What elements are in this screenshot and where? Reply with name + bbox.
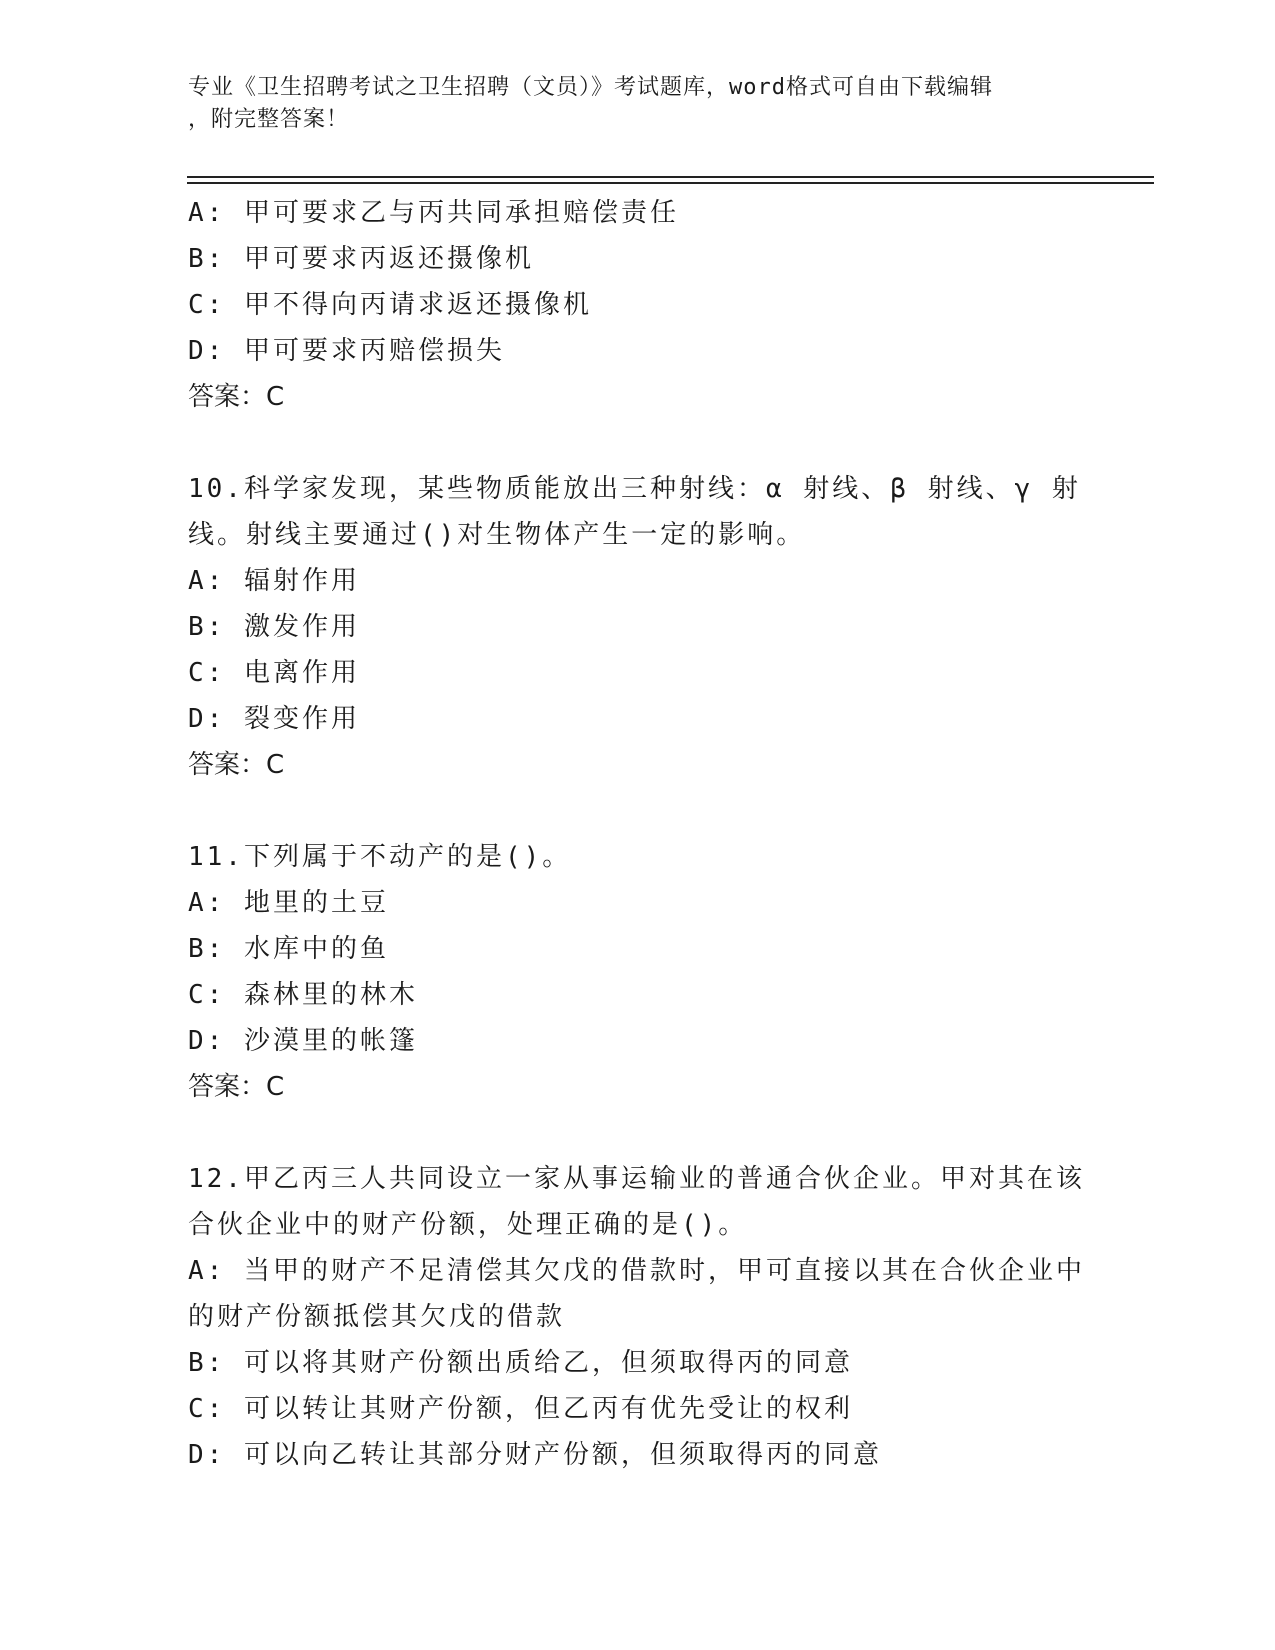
option-a: A: 辐射作用	[188, 566, 360, 596]
option-b: B: 激发作用	[188, 612, 360, 642]
question-text-line: 12.甲乙丙三人共同设立一家从事运输业的普通合伙企业。甲对其在该	[188, 1164, 1085, 1194]
option-b: B: 水库中的鱼	[188, 934, 389, 964]
document-header	[188, 72, 1068, 136]
option-d: D: 甲可要求丙赔偿损失	[188, 336, 505, 366]
answer: 答案：C	[188, 382, 285, 412]
spacer	[188, 1110, 1088, 1156]
option-c: C: 电离作用	[188, 658, 360, 688]
option-a: A: 当甲的财产不足清偿其欠戊的借款时，甲可直接以其在合伙企业中	[188, 1256, 1085, 1286]
header-line-1: 专业《卫生招聘考试之卫生招聘（文员）》考试题库，word格式可自由下载编辑	[188, 75, 993, 100]
question-9	[188, 190, 1088, 420]
option-d: D: 沙漠里的帐篷	[188, 1026, 418, 1056]
option-a-continued: 的财产份额抵偿其欠戊的借款	[188, 1302, 566, 1332]
question-text-line: 合伙企业中的财产份额，处理正确的是()。	[188, 1210, 748, 1240]
option-c: C: 森林里的林木	[188, 980, 418, 1010]
header-line-2: ，附完整答案！	[188, 107, 350, 132]
option-c: C: 可以转让其财产份额，但乙丙有优先受让的权利	[188, 1394, 853, 1424]
question-12	[188, 1156, 1088, 1478]
question-text-line: 10.科学家发现，某些物质能放出三种射线：α 射线、β 射线、γ 射	[188, 474, 1081, 504]
spacer	[188, 420, 1088, 466]
option-b: B: 可以将其财产份额出质给乙，但须取得丙的同意	[188, 1348, 853, 1378]
question-text-line: 11.下列属于不动产的是()。	[188, 842, 572, 872]
answer: 答案：C	[188, 1072, 285, 1102]
option-d: D: 裂变作用	[188, 704, 360, 734]
question-10	[188, 466, 1088, 788]
option-b: B: 甲可要求丙返还摄像机	[188, 244, 534, 274]
option-c: C: 甲不得向丙请求返还摄像机	[188, 290, 592, 320]
spacer	[188, 788, 1088, 834]
header-divider-bottom	[187, 182, 1154, 184]
option-d: D: 可以向乙转让其部分财产份额，但须取得丙的同意	[188, 1440, 882, 1470]
question-text-line: 线。射线主要通过()对生物体产生一定的影响。	[188, 520, 806, 550]
option-a: A: 甲可要求乙与丙共同承担赔偿责任	[188, 198, 679, 228]
answer: 答案：C	[188, 750, 285, 780]
question-11	[188, 834, 1088, 1110]
question-list	[188, 190, 1088, 1478]
option-a: A: 地里的土豆	[188, 888, 389, 918]
header-divider-top	[187, 176, 1154, 178]
